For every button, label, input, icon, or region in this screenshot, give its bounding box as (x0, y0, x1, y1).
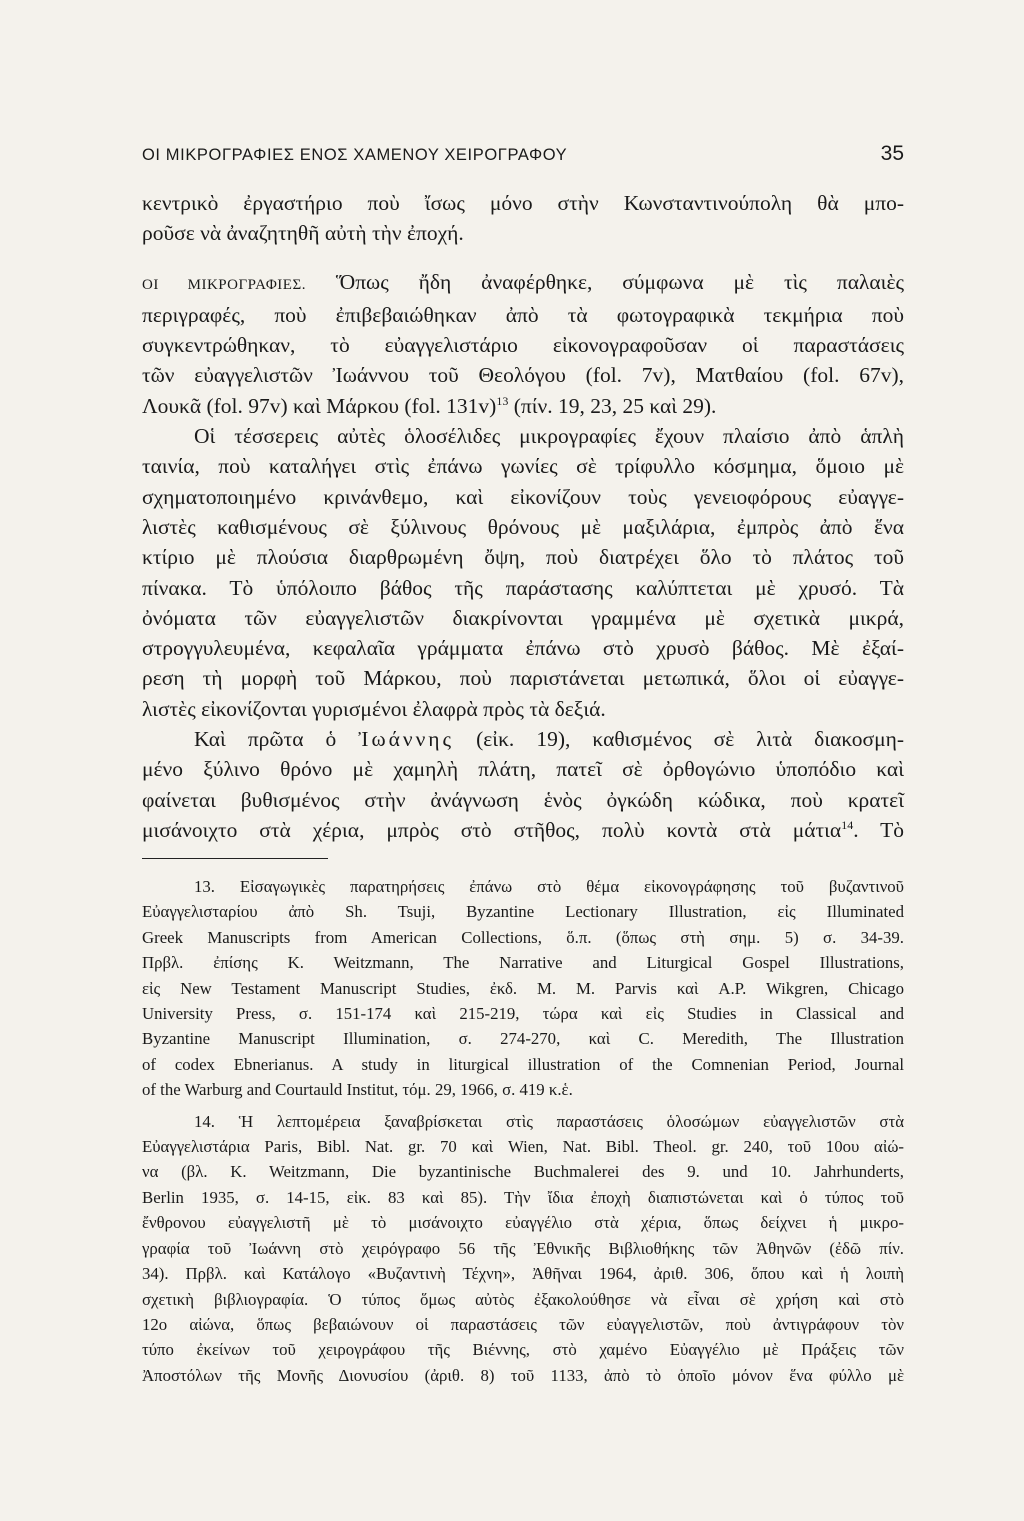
footnote-14-line: σχετικὴ βιβλιογραφία. Ὁ τύπος ὅμως αὐτὸς ἐξακολούθησε νὰ εἶναι σὲ χρήση καὶ στὸ (142, 1289, 904, 1309)
text-segment: . Τὸ (853, 817, 904, 842)
text-line: μένο ξύλινο θρόνο μὲ χαμηλὴ πλάτη, πατεῖ σὲ ὀρθογώνιο ὑποπόδιο καὶ (142, 757, 904, 782)
text-line: σχηματοποιημένο κρινάνθεμο, καὶ εἰκονίζουν τοὺς γενειοφόρους εὐαγγε- (142, 484, 904, 509)
footnote-13-line: Εὐαγγελισταρίου ἀπὸ Sh. Tsuji, Byzantine Lectionary Illustration, εἰς Illuminated (142, 902, 904, 922)
text-line: ταινία, ποὺ καταλήγει στὶς ἐπάνω γωνίες σὲ τρίφυλλο κόσμημα, ὅμοιο μὲ (142, 454, 904, 479)
footnote-13-line: 13. Εἰσαγωγικὲς παρατηρήσεις ἐπάνω στὸ θέμα εἰκονογράφησης τοῦ βυζαντινοῦ (194, 877, 904, 896)
footnote-14-line: τύπο ἐκείνων τοῦ χειρογράφου τῆς Βιέννης, στὸ χαμένο Εὐαγγέλιο μὲ Πράξεις τῶν (142, 1340, 904, 1360)
footnote-ref-14[interactable]: 14 (841, 817, 854, 832)
text-segment: Καὶ πρῶτα ὁ (194, 727, 359, 752)
footnote-13-line: Greek Manuscripts from American Collections, ὅ.π. (ὅπως στὴ σημ. 5) σ. 34-39. (142, 927, 904, 947)
text-line: ροῦσε νὰ ἀναζητηθῆ αὐτὴ τὴν ἐποχή. (142, 221, 464, 246)
running-head (142, 142, 904, 182)
footnote-13-line: Πρβλ. ἐπίσης K. Weitzmann, The Narrative and Liturgical Gospel Illustrations, (142, 953, 904, 973)
running-title: ΟΙ ΜΙΚΡΟΓΡΑΦΙΕΣ ΕΝΟΣ ΧΑΜΕΝΟΥ ΧΕΙΡΟΓΡΑΦΟΥ (142, 146, 568, 164)
footnote-divider (142, 858, 328, 859)
footnote-13-line: of the Warburg and Courtauld Institut, τόμ. 29, 1966, σ. 419 κ.ἑ. (142, 1080, 573, 1100)
text-segment: (πίν. 19, 23, 25 καὶ 29). (508, 393, 717, 418)
text-segment: μισάνοιχτο στὰ χέρια, μπρὸς στὸ στῆθος, πολὺ κοντὰ στὰ μάτια (142, 817, 842, 842)
footnote-14-line: ἔνθρονου εὐαγγελιστῆ μὲ τὸ μισάνοιχτο εὐαγγέλιο στὰ χέρια, ὅπως δείχνει ἡ μικρο- (142, 1213, 904, 1233)
page-number: 35 (880, 142, 904, 165)
text-line: ὀνόματα τῶν εὐαγγελιστῶν διακρίνονται γραμμένα μὲ σχετικὰ μικρά, (142, 605, 904, 630)
footnotes (142, 868, 904, 1388)
footnote-ref-13[interactable]: 13 (496, 393, 509, 408)
text-line-with-name (142, 724, 904, 754)
main-text (142, 188, 904, 845)
text-line: λιστὲς εἰκονίζονται γυρισμένοι ἐλαφρὰ πρὸς τὰ δεξιά. (142, 696, 606, 721)
footnote-14-line: 14. Ἡ λεπτομέρεια ξαναβρίσκεται στὶς παραστάσεις ὁλοσώμων εὐαγγελιστῶν στὰ (194, 1111, 904, 1131)
text-line: κτίριο μὲ πλούσια διαρθρωμένη ὄψη, ποὺ διατρέχει ὅλο τὸ πλάτος τοῦ (142, 545, 904, 570)
text-line: περιγραφές, ποὺ ἐπιβεβαιώθηκαν ἀπὸ τὰ φωτογραφικὰ τεκμήρια ποὺ (142, 302, 904, 327)
text-line-with-note (142, 815, 904, 845)
text-line: κεντρικὸ ἐργαστήριο ποὺ ἴσως μόνο στὴν Κωνσταντινούπολη θὰ μπο- (142, 191, 904, 215)
text-line-with-note (142, 391, 904, 421)
footnote-14-line: Εὐαγγελιστάρια Paris, Bibl. Nat. gr. 70 καὶ Wien, Nat. Bibl. Theol. gr. 240, τοῦ 10ου αἰώ- (142, 1137, 904, 1157)
footnote-14-line: Ἀποστόλων τῆς Μονῆς Διονυσίου (ἀριθ. 8) τοῦ 1133, ἀπὸ τὸ ὁποῖο μόνον ἕνα φύλλο μὲ (142, 1365, 904, 1385)
footnote-13-line: Byzantine Manuscript Illumination, σ. 274-270, καὶ C. Meredith, The Illustration (142, 1029, 904, 1049)
footnote-13-line: of codex Ebnerianus. A study in liturgical illustration of the Comnenian Period, Journal (142, 1054, 904, 1074)
footnote-14-line: Berlin 1935, σ. 14-15, εἰκ. 83 καὶ 85). Τὴν ἴδια ἐποχὴ διαπιστώνεται καὶ ὁ τύπος τοῦ (142, 1187, 904, 1207)
text-line: στρογγυλευμένα, κεφαλαῖα γράμματα ἐπάνω στὸ χρυσὸ βάθος. Μὲ ἐξαί- (142, 636, 904, 661)
text-line: φαίνεται βυθισμένος στὴν ἀνάγνωση ἑνὸς ὀγκώδη κώδικα, ποὺ κρατεῖ (142, 787, 904, 812)
text-line: Οἱ τέσσερεις αὐτὲς ὁλοσέλιδες μικρογραφίες ἔχουν πλαίσιο ἀπὸ ἁπλὴ (194, 424, 904, 449)
text-segment: Ὅπως ἤδη ἀναφέρθηκε, σύμφωνα μὲ τὶς παλαιὲς (305, 269, 905, 294)
text-segment: (εἰκ. 19), καθισμένος σὲ λιτὰ διακοσμη- (454, 727, 904, 752)
evangelist-name: Ἰωάννης (358, 727, 455, 752)
footnote-14-line: 12ο αἰώνα, ὅπως βεβαιώνουν οἱ παραστάσεις τῶν εὐαγγελιστῶν, ποὺ ἀντιγράφουν τὸν (142, 1314, 904, 1334)
footnote-14-line: 34). Πρβλ. καὶ Κατάλογο «Βυζαντινὴ Τέχνη», Ἀθῆναι 1964, ἀριθ. 306, ὅπου καὶ ἡ λοιπὴ (142, 1264, 904, 1284)
section-first-line (142, 267, 904, 300)
text-line: πίνακα. Τὸ ὑπόλοιπο βάθος τῆς παράστασης καλύπτεται μὲ χρυσό. Τὰ (142, 575, 904, 600)
text-line: τῶν εὐαγγελιστῶν Ἰωάννου τοῦ Θεολόγου (fol. 7v), Ματθαίου (fol. 67v), (142, 363, 904, 388)
text-line: συγκεντρώθηκαν, τὸ εὐαγγελιστάριο εἰκονογραφοῦσαν οἱ παραστάσεις (142, 333, 904, 358)
footnote-14-line: γραφία τοῦ Ἰωάννη στὸ χειρόγραφο 56 τῆς Ἐθνικῆς Βιβλιοθήκης τῶν Ἀθηνῶν (ἐδῶ πίν. (142, 1238, 904, 1258)
text-line: λιστὲς καθισμένους σὲ ξύλινους θρόνους μὲ μαξιλάρια, ἐμπρὸς ἀπὸ ἕνα (142, 514, 904, 539)
text-segment: Λουκᾶ (fol. 97v) καὶ Μάρκου (fol. 131v) (142, 393, 497, 418)
footnote-14-line: να (βλ. K. Weitzmann, Die byzantinische Buchmalerei des 9. und 10. Jahrhunderts, (142, 1162, 904, 1182)
section-heading: ΟΙ ΜΙΚΡΟΓΡΑΦΙΕΣ. (142, 276, 306, 293)
footnote-13-line: εἰς New Testament Manuscript Studies, ἐκδ. M. M. Parvis καὶ A.P. Wikgren, Chicago (142, 978, 904, 998)
text-line: ρεση τὴ μορφὴ τοῦ Μάρκου, ποὺ παριστάνεται μετωπικά, ὅλοι οἱ εὐαγγε- (142, 666, 904, 691)
footnote-13-line: University Press, σ. 151-174 καὶ 215-219, τώρα καὶ εἰς Studies in Classical and (142, 1004, 904, 1024)
